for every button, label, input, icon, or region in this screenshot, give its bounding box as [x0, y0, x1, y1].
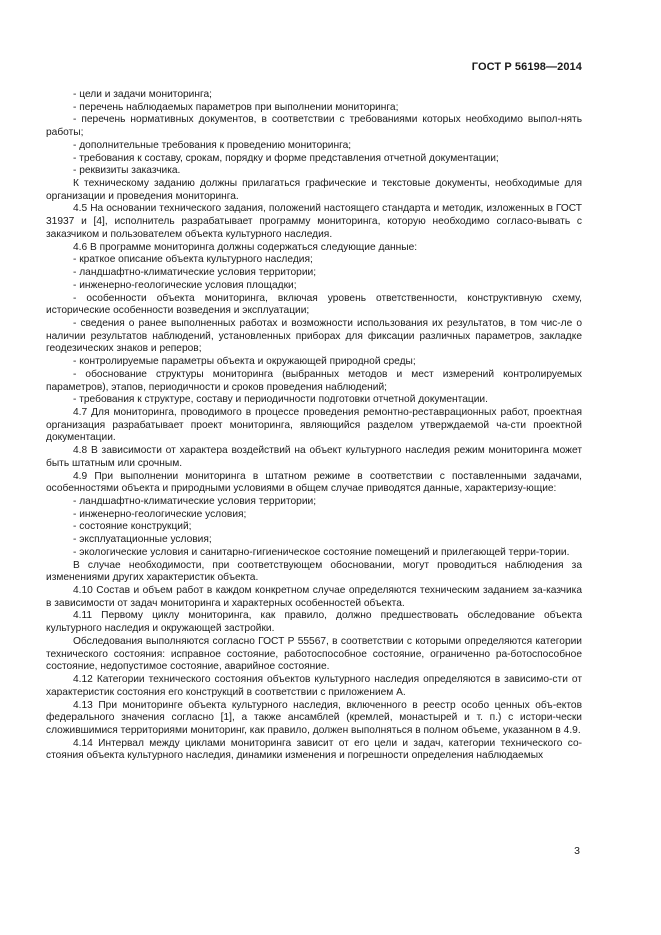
list-item: - требования к составу, срокам, порядку и форме представления отчетной документации;	[73, 152, 499, 164]
clause-4-13: 4.13 При мониторинге объекта культурного наследия, включенного в реестр особо ценных объ-ектов федерального значения согласно [1], а также ансамблей (кремлей, монастырей и т. п.) с истори-чески сложившимися территориями мониторинг, как правило, должен выполняться в полном объеме, указанном в 4.9.	[46, 699, 582, 736]
list-item: - особенности объекта мониторинга, включая уровень ответственности, конструктивную схему, исторические особенности возведения и эксплуатации;	[46, 292, 582, 317]
list-item: - сведения о ранее выполненных работах и возможности использования их результатов, в том чис-ле о наличии результатов наблюдений, установленных приборах для фиксации различных параметров, закладке геодезических знаков и реперов;	[46, 317, 582, 355]
list-item: - реквизиты заказчика.	[73, 165, 181, 177]
list-item: - цели и задачи мониторинга;	[73, 89, 212, 100]
list-item: - инженерно-геологические условия площадки;	[73, 279, 297, 291]
clause-4-10: 4.10 Состав и объем работ в каждом конкретном случае определяются техническим заданием за-казчика в зависимости от задач мониторинга и характерных особенностей объекта.	[46, 585, 582, 609]
list-item: - ландшафтно-климатические условия территории;	[73, 267, 317, 279]
list-item: - состояние конструкций;	[73, 521, 192, 533]
clause-4-12: 4.12 Категории технического состояния объектов культурного наследия определяются в зависимо-сти от характеристик состояния его конструкций в соответствии с приложением А.	[46, 674, 582, 698]
clause-4-6: 4.6 В программе мониторинга должны содержаться следующие данные:	[73, 241, 418, 253]
list-item: - контролируемые параметры объекта и окружающей природной среды;	[73, 356, 416, 368]
clause-4-9: 4.9 При выполнении мониторинга в штатном режиме в соответствии с поставленными задачами, особенностями объекта и природными условиями в общем случае приводятся данные, характеризу-ющие:	[46, 470, 582, 495]
paragraph: К техническому заданию должны прилагаться графические и текстовые документы, необходимые для организации и проведения мониторинга.	[46, 178, 582, 202]
paragraph: В случае необходимости, при соответствующем обосновании, могут проводиться наблюдения за изменениями других характеристик объекта.	[46, 559, 582, 584]
list-item: - требования к структуре, составу и периодичности подготовки отчетной документации.	[73, 394, 488, 406]
list-item: - обоснование структуры мониторинга (выбранных методов и мест измерений контролируемых параметров), этапов, периодичности и сроков проведения наблюдений;	[46, 368, 582, 393]
list-item: - перечень наблюдаемых параметров при выполнении мониторинга;	[73, 101, 399, 113]
list-item: - краткое описание объекта культурного наследия;	[73, 254, 313, 266]
list-item: - эксплуатационные условия;	[73, 534, 212, 546]
list-item: - дополнительные требования к проведению мониторинга;	[73, 139, 352, 151]
clause-4-7: 4.7 Для мониторинга, проводимого в процессе проведения ремонтно-реставрационных работ, проектная организация разрабатывает проект мониторинга, являющийся разделом утверждаемой ча-сти проектной документации.	[46, 406, 582, 444]
document-number: ГОСТ Р 56198—2014	[471, 61, 582, 73]
clause-4-11: 4.11 Первому циклу мониторинга, как правило, должно предшествовать обследование объекта культурного наследия и окружающей застройки.	[46, 610, 582, 635]
clause-4-5: 4.5 На основании технического задания, положений настоящего стандарта и методик, изложенных в ГОСТ 31937 и [4], исполнитель разрабатывает программу мониторинга, которую необходимо согласо-вывать с заказчиком и пользователем объекта культурного наследия.	[46, 203, 582, 240]
paragraph: Обследования выполняются согласно ГОСТ Р 55567, в соответствии с которыми определяются категории технического состояния: исправное состояние, работоспособное состояние, ограниченно ра-ботоспособное состояние, недопустимое состояние, аварийное состояние.	[46, 635, 582, 673]
list-item: - ландшафтно-климатические условия территории;	[73, 496, 317, 507]
clause-4-8: 4.8 В зависимости от характера воздействий на объект культурного наследия режим мониторинга может быть штатным или срочным.	[46, 445, 582, 469]
list-item: - экологические условия и санитарно-гигиеническое состояние помещений и прилегающей терри-тории.	[73, 546, 570, 558]
list-item: - перечень нормативных документов, в соответствии с требованиями которых необходимо выпол-нять работы;	[46, 114, 582, 139]
body-text	[46, 89, 582, 763]
list-item: - инженерно-геологические условия;	[73, 508, 247, 520]
page-number: 3	[574, 845, 580, 857]
clause-4-14: 4.14 Интервал между циклами мониторинга зависит от его цели и задач, категории технического со-стояния объекта культурного наследия, динамики изменения и погрешности определения наблюдаемых	[46, 737, 582, 762]
